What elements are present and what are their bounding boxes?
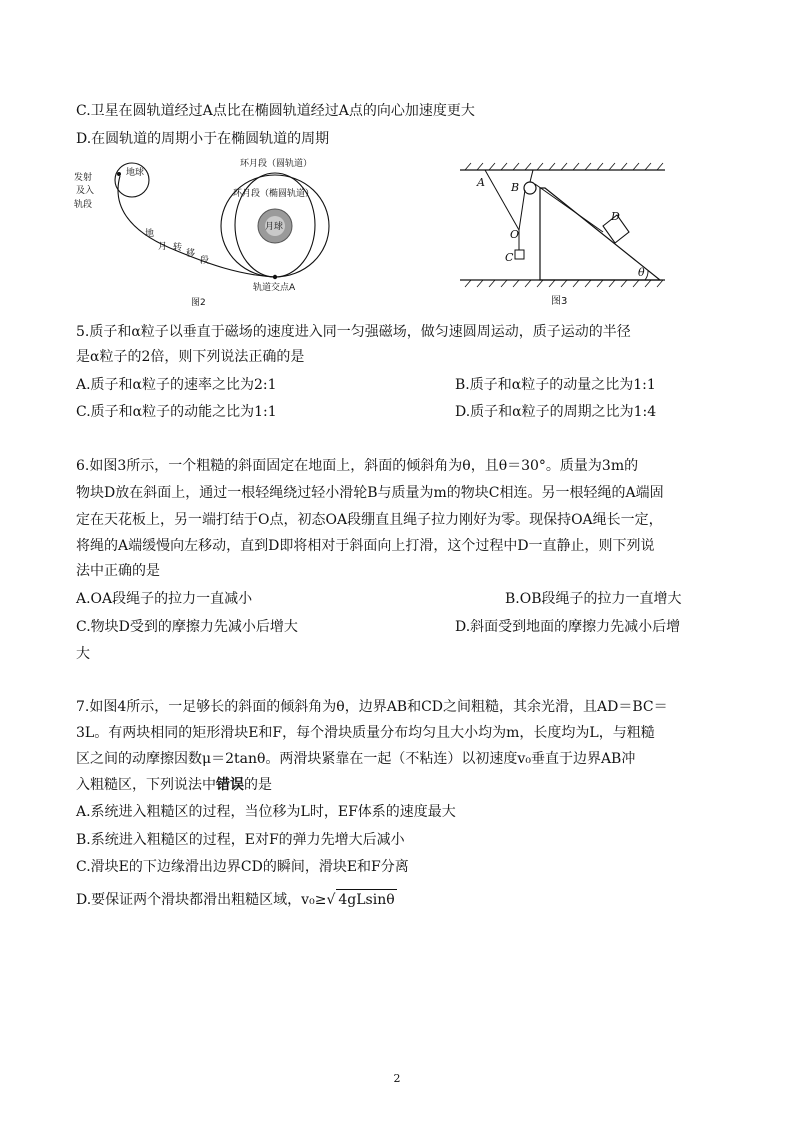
label-d: D (611, 210, 620, 223)
ground-hatch (465, 280, 663, 287)
block-c (515, 250, 524, 259)
transfer-label-2: 月 (158, 242, 168, 252)
q6-stem-line-4: 将绳的A端缓慢向左移动，直到D即将相对于斜面向上打滑，这个过程中D一直静止，则下列说 (76, 538, 655, 554)
label-theta: θ (638, 266, 645, 279)
figure-3 (455, 160, 675, 310)
q7-option-b: B.系统进入粗糙区的过程，E对F的弹力先增大后减小 (76, 832, 405, 848)
q7-option-d-radicand: 4gLsinθ (336, 889, 396, 910)
q7-stem-line-3: 区之间的动摩擦因数μ＝2tanθ。两滑块紧靠在一起（不粘连）以初速度v₀垂直于边界AB冲 (76, 751, 636, 767)
launch-label-2: 及入 (76, 186, 95, 196)
ellipse-orbit-label: 环月段（椭圆轨道） (233, 189, 315, 199)
label-b: B (511, 181, 520, 194)
q7-emphasis-wrong: 错误 (216, 777, 244, 793)
label-c: C (505, 251, 514, 264)
figure-2 (70, 150, 370, 310)
transfer-label-5: 段 (200, 256, 210, 266)
q7-stem-line-4-start: 入粗糙区，下列说法中 (76, 777, 216, 793)
q7-stem-line-4-end: 的是 (244, 777, 272, 793)
q7-option-c: C.滑块E的下边缘滑出边界CD的瞬间，滑块E和F分离 (76, 859, 409, 875)
circle-orbit-label: 环月段（圆轨道） (240, 159, 313, 169)
q6-stem-line-2: 物块D放在斜面上，通过一根轻绳绕过轻小滑轮B与质量为m的物块C相连。另一根轻绳的A端固 (76, 485, 664, 501)
transfer-label-4: 移 (186, 249, 196, 259)
q6-option-d-continued: 大 (76, 646, 90, 662)
transfer-label-1: 地 (145, 229, 155, 239)
q5-option-a: A.质子和α粒子的速率之比为2:1 (76, 377, 277, 393)
q7-stem-line-1: 7.如图4所示，一足够长的斜面的倾斜角为θ，边界AB和CD之间粗糙，其余光滑，且AD＝BC＝ (76, 699, 668, 715)
q5-stem-line-2: 是α粒子的2倍，则下列说法正确的是 (76, 349, 305, 365)
earth-label: 地球 (126, 168, 145, 178)
transfer-label-3: 转 (173, 243, 183, 253)
label-a: A (477, 176, 485, 189)
q6-stem-line-5: 法中正确的是 (76, 563, 160, 579)
pulley-support (530, 170, 533, 182)
q7-stem-line-4 (76, 775, 272, 795)
earth-launch-point (117, 172, 121, 176)
q5-option-d: D.质子和α粒子的周期之比为1:4 (455, 404, 657, 420)
ceiling-hatch (465, 163, 663, 170)
label-o: O (510, 228, 520, 241)
q5-stem-line-1: 5.质子和α粒子以垂直于磁场的速度进入同一匀强磁场，做匀速圆周运动，质子运动的半径 (76, 324, 631, 340)
page-number: 2 (393, 1072, 401, 1085)
sqrt-sign: √ (326, 892, 336, 908)
moon-label: 月球 (265, 222, 284, 232)
rope-ob (519, 190, 525, 230)
q6-option-d: D.斜面受到地面的摩擦力先减小后增 (455, 619, 681, 635)
q4-option-c: C.卫星在圆轨道经过A点比在椭圆轨道经过A点的向心加速度更大 (76, 103, 475, 119)
q6-option-c: C.物块D受到的摩擦力先减小后增大 (76, 619, 298, 635)
pulley-b (524, 182, 536, 194)
figure-2-caption: 图2 (191, 298, 206, 308)
q5-option-c: C.质子和α粒子的动能之比为1:1 (76, 404, 277, 420)
point-a-marker (273, 275, 277, 279)
point-a-label: 轨道交点A (253, 283, 296, 293)
rope-bd (535, 184, 603, 232)
rope-oa (485, 170, 519, 230)
q7-option-d-prefix: D.要保证两个滑块都滑出粗糙区域，v₀≥ (76, 892, 327, 908)
angle-arc (645, 271, 648, 280)
launch-label-1: 发射 (74, 173, 93, 183)
q6-option-a: A.OA段绳子的拉力一直减小 (76, 591, 253, 607)
q5-option-b: B.质子和α粒子的动量之比为1:1 (455, 377, 656, 393)
figure-3-caption: 图3 (551, 296, 568, 307)
q7-option-d (76, 889, 397, 910)
q4-option-d: D.在圆轨道的周期小于在椭圆轨道的周期 (76, 131, 330, 147)
q6-stem-line-1: 6.如图3所示，一个粗糙的斜面固定在地面上，斜面的倾斜角为θ，且θ＝30°。质量为3m的 (76, 458, 639, 474)
q6-stem-line-3: 定在天花板上，另一端打结于O点，初态OA段绷直且绳子拉力刚好为零。现保持OA绳长一定， (76, 512, 663, 528)
q7-stem-line-2: 3L。有两块相同的矩形滑块E和F，每个滑块质量分布均匀且大小均为m，长度均为L，与粗糙 (76, 725, 655, 741)
launch-label-3: 轨段 (74, 200, 93, 210)
q6-option-b: B.OB段绳子的拉力一直增大 (505, 591, 682, 607)
q7-option-a: A.系统进入粗糙区的过程，当位移为L时，EF体系的速度最大 (76, 804, 456, 820)
